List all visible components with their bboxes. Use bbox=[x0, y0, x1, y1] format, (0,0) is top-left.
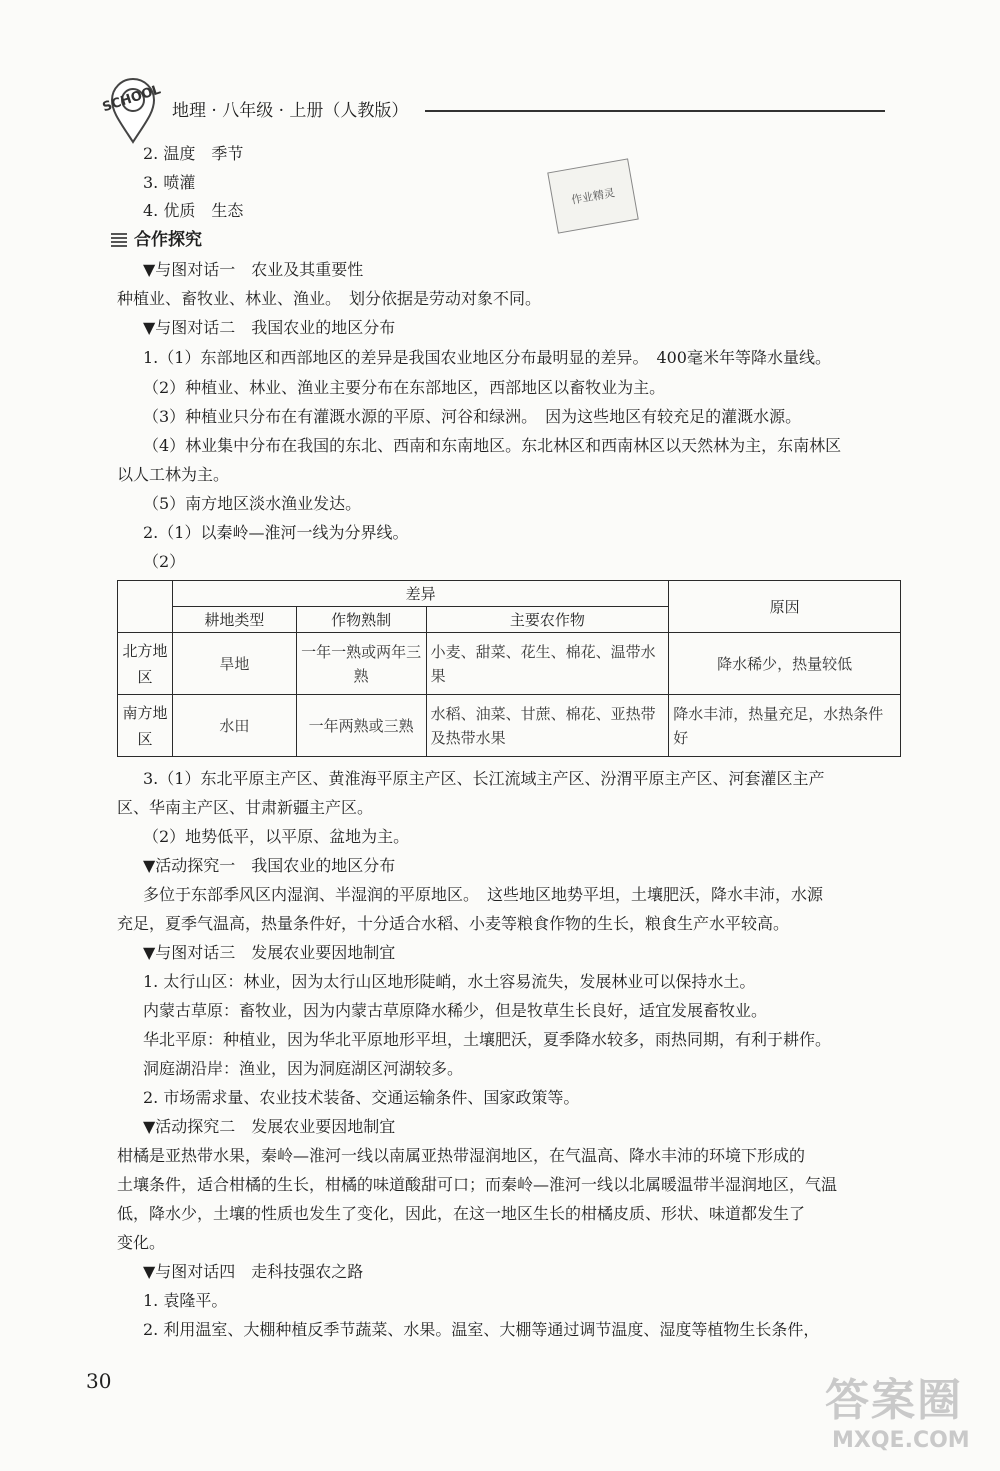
region-north: 北方地区 bbox=[118, 633, 173, 695]
section-marker-icon bbox=[111, 233, 127, 247]
page-number: 30 bbox=[86, 1369, 112, 1393]
paragraph: （2）地势低平，以平原、盆地为主。 bbox=[143, 827, 410, 846]
paragraph: 华北平原：种植业，因为华北平原地形平坦，土壤肥沃，夏季降水较多，雨热同期，有利于耕作。 bbox=[143, 1030, 832, 1049]
paragraph: 土壤条件，适合柑橘的生长，柑橘的味道酸甜可口；而秦岭—淮河一线以北属暖温带半湿润地区，气温 bbox=[117, 1175, 838, 1194]
header-rule bbox=[425, 110, 885, 112]
cell-land: 水田 bbox=[172, 695, 296, 757]
answer-line: 4. 优质 生态 bbox=[143, 201, 244, 220]
header-land: 耕地类型 bbox=[172, 607, 296, 633]
table-row-north bbox=[118, 633, 901, 695]
heading-dialogue-1: ▼与图对话一 农业及其重要性 bbox=[143, 260, 364, 279]
watermark-url: MXQE.COM bbox=[832, 1428, 970, 1453]
header-crop-system: 作物熟制 bbox=[296, 607, 426, 633]
paragraph: 1. 太行山区：林业，因为太行山区地形陡峭，水土容易流失，发展林业可以保持水土。 bbox=[143, 972, 756, 991]
paragraph: 区、华南主产区、甘肃新疆主产区。 bbox=[117, 798, 374, 817]
stamp-text: 作业精灵 bbox=[570, 186, 616, 207]
paragraph: （5）南方地区淡水渔业发达。 bbox=[143, 494, 362, 513]
answer-line: 2. 温度 季节 bbox=[143, 144, 244, 163]
paragraph: （4）林业集中分布在我国的东北、西南和东南地区。东北林区和西南林区以天然林为主，东南林区 bbox=[143, 436, 842, 455]
header-reason: 原因 bbox=[669, 581, 901, 633]
section-title: 合作探究 bbox=[134, 230, 202, 250]
paragraph: 种植业、畜牧业、林业、渔业。 划分依据是劳动对象不同。 bbox=[117, 289, 542, 308]
heading-dialogue-4: ▼与图对话四 走科技强农之路 bbox=[143, 1262, 364, 1281]
paragraph: 2. 利用温室、大棚种植反季节蔬菜、水果。温室、大棚等通过调节温度、湿度等植物生长条件， bbox=[143, 1320, 820, 1339]
heading-activity-2: ▼活动探究二 发展农业要因地制宜 bbox=[143, 1117, 396, 1136]
comparison-table bbox=[117, 580, 901, 757]
school-logo-icon bbox=[100, 72, 166, 144]
paragraph: 多位于东部季风区内湿润、半湿润的平原地区。 这些地区地势平坦，土壤肥沃，降水丰沛，水源 bbox=[143, 885, 824, 904]
paragraph: 变化。 bbox=[117, 1233, 166, 1252]
paragraph: （2）种植业、林业、渔业主要分布在东部地区，西部地区以畜牧业为主。 bbox=[143, 378, 666, 397]
paragraph: （3）种植业只分布在有灌溉水源的平原、河谷和绿洲。 因为这些地区有较充足的灌溉水源。 bbox=[143, 407, 802, 426]
heading-dialogue-2: ▼与图对话二 我国农业的地区分布 bbox=[143, 318, 396, 337]
heading-dialogue-3: ▼与图对话三 发展农业要因地制宜 bbox=[143, 943, 396, 962]
cell-main-crops: 水稻、油菜、甘蔗、棉花、亚热带及热带水果 bbox=[426, 695, 669, 757]
paragraph: 1. 袁隆平。 bbox=[143, 1291, 228, 1310]
paragraph: 2. 市场需求量、农业技术装备、交通运输条件、国家政策等。 bbox=[143, 1088, 580, 1107]
cell-land: 旱地 bbox=[172, 633, 296, 695]
logo-text: SCHOOL bbox=[100, 82, 163, 116]
paragraph: 2.（1）以秦岭—淮河一线为分界线。 bbox=[143, 523, 409, 542]
page-header-title: 地理 · 八年级 · 上册（人教版） bbox=[172, 101, 409, 121]
paragraph: 柑橘是亚热带水果，秦岭—淮河一线以南属亚热带湿润地区，在气温高、降水丰沛的环境下形成的 bbox=[117, 1146, 806, 1165]
paragraph: （2） bbox=[143, 552, 186, 571]
header-main-crops: 主要农作物 bbox=[426, 607, 669, 633]
paragraph: 1.（1）东部地区和西部地区的差异是我国农业地区分布最明显的差异。 400毫米年等降水量线。 bbox=[143, 348, 831, 367]
watermark-brand: 答案圈 bbox=[825, 1375, 963, 1426]
header-diff: 差异 bbox=[172, 581, 668, 607]
cell-reason: 降水丰沛，热量充足，水热条件好 bbox=[669, 695, 901, 757]
paragraph: 充足，夏季气温高，热量条件好，十分适合水稻、小麦等粮食作物的生长，粮食生产水平较高。 bbox=[117, 914, 790, 933]
paragraph: 低，降水少，土壤的性质也发生了变化，因此，在这一地区生长的柑橘皮质、形状、味道都发生了 bbox=[117, 1204, 806, 1223]
paragraph: 洞庭湖沿岸：渔业，因为洞庭湖区河湖较多。 bbox=[143, 1059, 464, 1078]
stamp bbox=[547, 158, 639, 233]
table-corner-cell bbox=[118, 581, 173, 633]
heading-activity-1: ▼活动探究一 我国农业的地区分布 bbox=[143, 856, 396, 875]
cell-crop-system: 一年一熟或两年三熟 bbox=[296, 633, 426, 695]
region-south: 南方地区 bbox=[118, 695, 173, 757]
table-row-south bbox=[118, 695, 901, 757]
answer-line: 3. 喷灌 bbox=[143, 173, 196, 192]
cell-main-crops: 小麦、甜菜、花生、棉花、温带水果 bbox=[426, 633, 669, 695]
cell-reason: 降水稀少，热量较低 bbox=[669, 633, 901, 695]
paragraph: 3.（1）东北平原主产区、黄淮海平原主产区、长江流域主产区、汾渭平原主产区、河套灌区主产 bbox=[143, 769, 825, 788]
paragraph: 以人工林为主。 bbox=[117, 465, 230, 484]
paragraph: 内蒙古草原：畜牧业，因为内蒙古草原降水稀少，但是牧草生长良好，适宜发展畜牧业。 bbox=[143, 1001, 768, 1020]
cell-crop-system: 一年两熟或三熟 bbox=[296, 695, 426, 757]
